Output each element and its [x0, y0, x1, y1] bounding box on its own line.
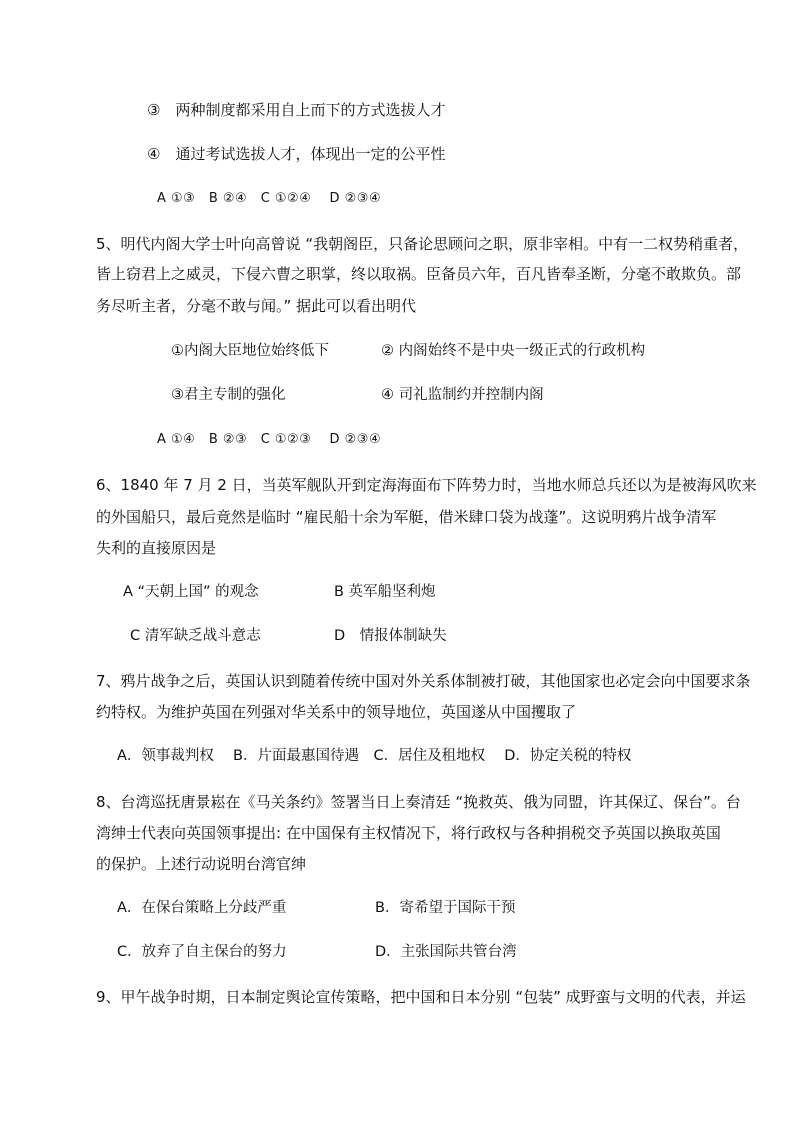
q5-item-4: ④ 司礼监制约并控制内阁 — [381, 387, 544, 403]
q7-stem-line2: 约特权。为维护英国在列强对华关系中的领导地位，英国遂从中国攫取了 — [96, 703, 577, 721]
q7-options: A．领事裁判权 B．片面最惠国待遇 C．居住及租地权 D．协定关税的特权 — [117, 748, 632, 764]
q5-stem-line2: 皆上窃君上之威灵，下侵六曹之职掌，终以取祸。臣备员六年，百凡皆奉圣断，分毫不敢欺负。部 — [96, 265, 742, 283]
q5-item-3: ③君主专制的强化 — [171, 387, 286, 403]
q5-stem-line1: 5、明代内阁大学士叶向高曾说 “我朝阁臣，只备论思顾问之职，原非宰相。中有一二权势稍重者， — [96, 235, 749, 253]
q6-stem-line1: 6、1840 年 7 月 2 日，当英军舰队开到定海海面布下阵势力时，当地水师总兵还以为是被海风吹来 — [96, 476, 757, 494]
q6-option-c: C 清军缺乏战斗意志 — [130, 628, 261, 644]
q5-item-2: ② 内阁始终不是中央一级正式的行政机构 — [381, 343, 646, 359]
q8-option-b: B．寄希望于国际干预 — [375, 900, 516, 916]
q6-stem-line3: 失利的直接原因是 — [96, 539, 217, 557]
q4-statement-3: ③ 两种制度都采用自上而下的方式选拔人才 — [147, 101, 446, 119]
q6-option-d: D 情报体制缺失 — [334, 628, 447, 644]
q4-statement-4: ④ 通过考试选拔人才，体现出一定的公平性 — [147, 145, 446, 163]
q5-options: A ①④ B ②③ C ①②③ D ②③④ — [157, 432, 382, 447]
q8-stem-line3: 的保护。上述行动说明台湾官绅 — [96, 855, 307, 873]
q9-stem-line1: 9、甲午战争时期，日本制定舆论宣传策略，把中国和日本分别 “包装” 成野蛮与文明的代表，并运 — [96, 988, 746, 1006]
q8-stem-line1: 8、台湾巡抚唐景崧在《马关条约》签署当日上奏清廷 “挽救英、俄为同盟，许其保辽、保台”。台 — [96, 793, 741, 811]
q4-options: A ①③ B ②④ C ①②④ D ②③④ — [157, 191, 382, 206]
q5-stem-line3: 务尽听主者，分毫不敢与闻。” 据此可以看出明代 — [96, 297, 417, 315]
q6-stem-line2: 的外国船只，最后竟然是临时 “雇民船十余为军艇，借米肆口袋为战蓬”。这说明鸦片战争清军 — [96, 508, 717, 526]
q8-option-d: D．主张国际共管台湾 — [375, 944, 517, 960]
q8-option-c: C．放弃了自主保台的努力 — [117, 944, 287, 960]
q6-option-a: A “天朝上国” 的观念 — [123, 584, 259, 600]
q8-stem-line2: 湾绅士代表向英国领事提出: 在中国保有主权情况下，将行政权与各种捐税交予英国以换取英国 — [96, 824, 721, 842]
q6-option-b: B 英军船坚利炮 — [334, 584, 436, 600]
q5-item-1: ①内阁大臣地位始终低下 — [171, 343, 329, 359]
q8-option-a: A．在保台策略上分歧严重 — [117, 900, 287, 916]
q7-stem-line1: 7、鸦片战争之后，英国认识到随着传统中国对外关系体制被打破，其他国家也必定会向中国要求条 — [96, 672, 751, 690]
